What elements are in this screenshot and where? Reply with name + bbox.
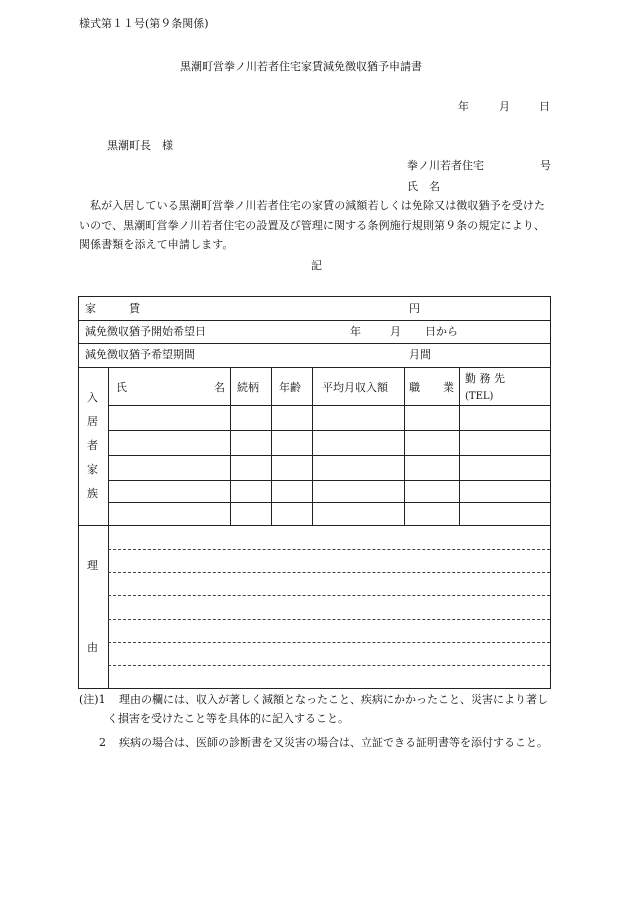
row-divider: [79, 525, 550, 526]
applicant-name-label: 氏 名: [407, 180, 440, 193]
start-day-unit: 日から: [425, 325, 458, 338]
reason-label-char: 由: [87, 641, 98, 654]
header-name: 氏: [116, 381, 127, 394]
ki-heading: 記: [311, 259, 322, 272]
note-item-1: 理由の欄には、収入が著しく減額となったこと、疾病にかかったこと、災害により著しく損害を受けたこと等を具体的に記入すること。: [107, 693, 548, 725]
date-day-label: 日: [539, 100, 550, 113]
row-divider: [79, 367, 550, 368]
reason-line: [108, 665, 550, 666]
period-unit: 月間: [409, 348, 431, 361]
reason-line: [108, 549, 550, 550]
housing-label: 拳ノ川若者住宅: [407, 159, 484, 172]
family-label-char: 入: [87, 391, 98, 404]
notes-prefix: (注)1: [79, 693, 106, 706]
note-number: 1: [98, 693, 106, 706]
addressee: 黒潮町長 様: [107, 139, 173, 152]
period-label: 減免徴収猶予希望期間: [85, 348, 195, 361]
header-occupation-suffix: 業: [443, 381, 454, 394]
header-relation: 続柄: [237, 381, 259, 394]
col-divider: [108, 367, 109, 689]
col-divider: [312, 367, 313, 525]
unit-number-label: 号: [540, 159, 551, 172]
application-table: [78, 296, 551, 689]
header-income: 平均月収入額: [322, 381, 388, 394]
start-date-label: 減免徴収猶予開始希望日: [85, 325, 206, 338]
reason-line: [108, 642, 550, 643]
note-item-2: 疾病の場合は、医師の診断書を又災害の場合は、立証できる証明書等を添付すること。: [119, 736, 548, 749]
row-divider: [108, 480, 550, 481]
row-divider: [79, 320, 550, 321]
header-name-suffix: 名: [214, 381, 225, 394]
date-month-label: 月: [499, 100, 510, 113]
row-divider: [108, 405, 550, 406]
start-month-unit: 月: [390, 325, 401, 338]
reason-line: [108, 619, 550, 620]
family-label-char: 居: [87, 415, 98, 428]
reason-line: [108, 595, 550, 596]
row-divider: [108, 455, 550, 456]
reason-label-char: 理: [87, 559, 98, 572]
form-number: 様式第１１号(第９条関係): [79, 17, 209, 30]
row-divider: [79, 343, 550, 344]
rent-label: 家 賃: [85, 302, 140, 315]
header-occupation: 職: [409, 381, 420, 394]
application-body-text: 私が入居している黒潮町営拳ノ川若者住宅の家賃の減額若しくは免除又は徴収猶予を受けたいので、黒潮町営拳ノ川若者住宅の設置及び管理に関する条例施行規則第９条の規定により、関係書類を添えて申請します。: [79, 199, 546, 251]
row-divider: [108, 502, 550, 503]
form-title: 黒潮町営拳ノ川若者住宅家賃減免徴収猶予申請書: [180, 60, 422, 73]
header-workplace: 勤 務 先: [465, 372, 505, 385]
col-divider: [230, 367, 231, 525]
family-label-char: 族: [87, 487, 98, 500]
note-number: 2: [99, 736, 106, 749]
header-age: 年齢: [279, 381, 301, 394]
family-label-char: 家: [87, 463, 98, 476]
rent-unit: 円: [409, 302, 420, 315]
start-year-unit: 年: [350, 325, 361, 338]
family-label-char: 者: [87, 439, 98, 452]
reason-line: [108, 572, 550, 573]
header-workplace-tel: (TEL): [465, 391, 494, 402]
row-divider: [108, 430, 550, 431]
col-divider: [459, 367, 460, 525]
col-divider: [271, 367, 272, 525]
date-year-label: 年: [458, 100, 469, 113]
col-divider: [404, 367, 405, 525]
